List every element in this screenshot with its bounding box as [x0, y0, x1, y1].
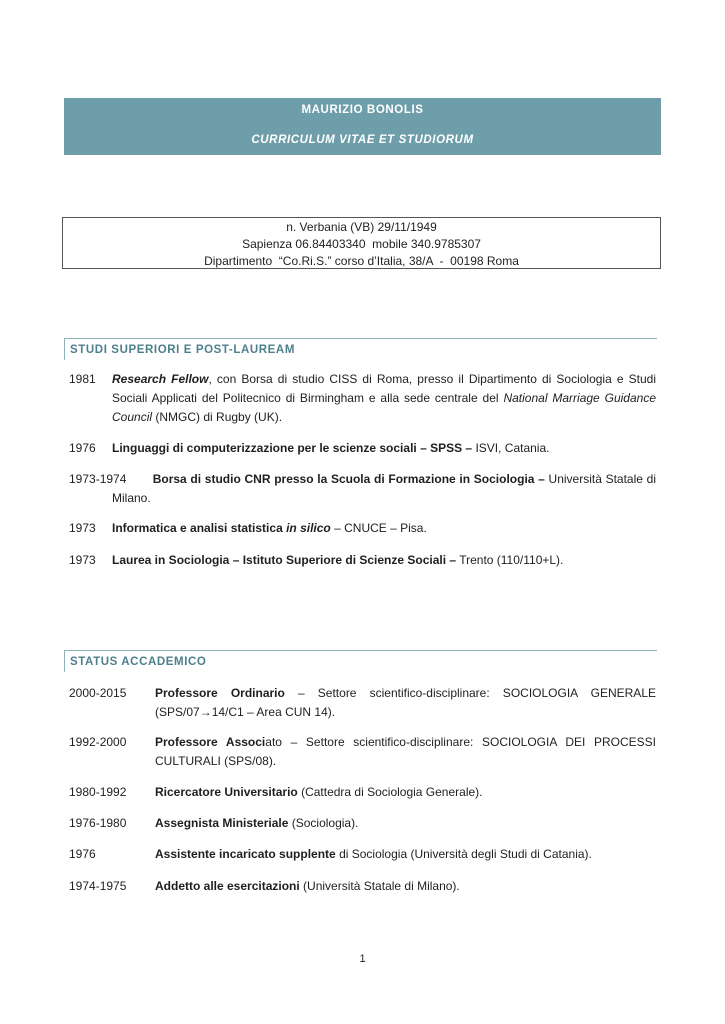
studi-entry — [69, 551, 656, 571]
entry-text: Borsa di studio CNR presso la Scuola di Formazione in Sociologia – Università Statale di Milano. — [112, 472, 656, 505]
status-entry — [69, 783, 656, 803]
section-title-status: STATUS ACCADEMICO — [64, 650, 657, 672]
section-title-studi: STUDI SUPERIORI E POST-LAUREAM — [64, 338, 657, 360]
entry-text: Research Fellow, con Borsa di studio CISS di Roma, presso il Dipartimento di Sociologia e Studi Sociali Applicati del Politecnico di Birmingham e alla sede centrale del National Marriage Guidance Council (NMGC) di Rugby (UK). — [112, 372, 657, 424]
entry-year: 1973 — [69, 553, 96, 567]
contact-address-line: Dipartimento “Co.Ri.S.” corso d’Italia, 38/A - 00198 Roma — [204, 254, 519, 268]
studi-entry — [69, 470, 656, 509]
status-entry — [69, 684, 656, 723]
entry-year: 1981 — [69, 372, 96, 386]
header-banner — [64, 98, 661, 155]
contact-birth-line: n. Verbania (VB) 29/11/1949 — [286, 220, 437, 234]
status-entry — [69, 733, 656, 772]
contact-box — [62, 217, 661, 269]
page-number: 1 — [359, 953, 366, 965]
entry-text: Professore Ordinario – Settore scientifico-disciplinare: SOCIOLOGIA GENERALE (SPS/07→14/C1 – Area CUN 14). — [155, 686, 656, 719]
studi-entry — [69, 439, 656, 459]
status-entry — [69, 845, 656, 865]
entry-text: Laurea in Sociologia – Istituto Superiore di Scienze Sociali – Trento (110/110+L). — [112, 553, 564, 567]
entry-year: 1973 — [69, 521, 96, 535]
entry-year: 2000-2015 — [69, 686, 127, 700]
entry-year: 1974-1975 — [69, 879, 127, 893]
entry-year: 1980-1992 — [69, 785, 127, 799]
entry-text: Assistente incaricato supplente di Sociologia (Università degli Studi di Catania). — [155, 847, 592, 861]
entry-text: Professore Associato – Settore scientifico-disciplinare: SOCIOLOGIA DEI PROCESSI CULTURALI (SPS/08). — [155, 735, 656, 768]
contact-phone-line: Sapienza 06.84403340 mobile 340.9785307 — [242, 237, 481, 251]
person-name: MAURIZIO BONOLIS — [301, 104, 424, 116]
entry-year: 1973-1974 — [69, 472, 127, 486]
entry-year: 1976 — [69, 847, 96, 861]
entry-text: Ricercatore Universitario (Cattedra di Sociologia Generale). — [155, 785, 483, 799]
document-subtitle: CURRICULUM VITAE ET STUDIORUM — [251, 134, 474, 146]
status-entry — [69, 814, 656, 834]
entry-text: Linguaggi di computerizzazione per le scienze sociali – SPSS – ISVI, Catania. — [112, 441, 550, 455]
entry-text: Informatica e analisi statistica in silico – CNUCE – Pisa. — [112, 521, 427, 535]
studi-entry — [69, 370, 656, 428]
entry-year: 1992-2000 — [69, 735, 127, 749]
entry-year: 1976-1980 — [69, 816, 127, 830]
entry-text: Assegnista Ministeriale (Sociologia). — [155, 816, 359, 830]
status-entry — [69, 877, 656, 897]
studi-entry — [69, 519, 656, 539]
entry-text: Addetto alle esercitazioni (Università Statale di Milano). — [155, 879, 460, 893]
entry-year: 1976 — [69, 441, 96, 455]
